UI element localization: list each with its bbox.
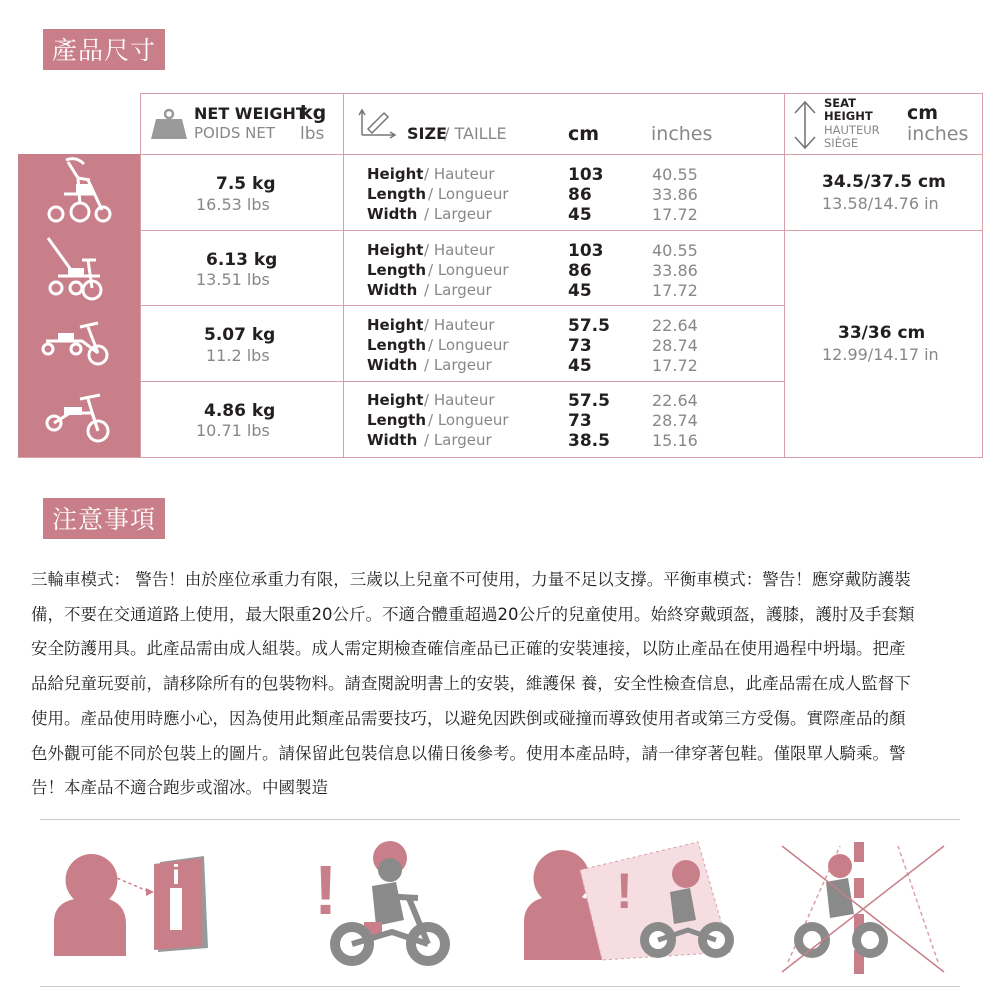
supervision-icon — [520, 836, 740, 966]
row1-weight-lbs: 16.53 lbs — [196, 195, 270, 214]
seat-value-cm-1: 34.5/37.5 cm — [822, 172, 946, 192]
dim-value-cm: 73 — [568, 411, 592, 431]
kg-unit: kg — [300, 102, 327, 124]
read-manual-icon — [52, 848, 222, 958]
dim-label-largeur: / Largeur — [424, 356, 492, 374]
dim-label-hauteur: / Hauteur — [424, 391, 495, 409]
dim-value-in: 17.72 — [652, 356, 698, 375]
notes-line: 安全防護用具。此產品需由成人組裝。成人需定期檢查確信產品已正確的安裝連接，以防止產品在使用過程中坍塌。把產 — [31, 639, 906, 659]
size-label: SIZE — [407, 124, 448, 143]
net-weight-label: NET WEIGHT — [194, 104, 307, 123]
seat-height-arrow-icon — [790, 99, 820, 151]
dim-value-in: 40.55 — [652, 241, 698, 260]
hauteur-label: HAUTEUR — [824, 123, 880, 137]
row2-product-image — [18, 230, 140, 305]
siege-label: SIÈGE — [824, 136, 859, 150]
dim-label-height: Height — [367, 316, 424, 334]
dim-label-length: Length — [367, 411, 426, 429]
row2-weight-kg: 6.13 kg — [206, 250, 278, 270]
size-inches-header: inches — [651, 123, 713, 145]
row3-weight-kg: 5.07 kg — [204, 325, 276, 345]
dim-label-longueur: / Longueur — [428, 185, 509, 203]
safety-notes — [31, 563, 971, 806]
no-road-icon — [778, 842, 948, 976]
row2-weight-lbs: 13.51 lbs — [196, 270, 270, 289]
row4-weight-kg: 4.86 kg — [204, 401, 276, 421]
dim-label-largeur: / Largeur — [424, 205, 492, 223]
row3-product-image — [18, 305, 140, 381]
dim-value-cm: 38.5 — [568, 431, 610, 451]
dim-value-cm: 86 — [568, 185, 592, 205]
dim-value-cm: 45 — [568, 205, 592, 225]
section-title-dimensions: 產品尺寸 — [43, 29, 165, 70]
dim-label-length: Length — [367, 185, 426, 203]
helmet-warning-icon — [296, 836, 456, 972]
dim-label-hauteur: / Hauteur — [424, 165, 495, 183]
dim-label-largeur: / Largeur — [424, 431, 492, 449]
warning-exclamation: ! — [314, 851, 338, 929]
notes-line: 色外觀可能不同於包裝上的圖片。請保留此包裝信息以備日後參考。使用本產品時，請一律穿著包鞋。僅限單人騎乘。警 — [31, 743, 906, 763]
dim-value-in: 40.55 — [652, 165, 698, 184]
seat-value-cm-2: 33/36 cm — [838, 323, 926, 343]
dim-value-in: 15.16 — [652, 431, 698, 450]
taille-label: / TAILLE — [444, 124, 507, 143]
dim-label-height: Height — [367, 165, 424, 183]
dim-label-length: Length — [367, 261, 426, 279]
dim-label-longueur: / Longueur — [428, 261, 509, 279]
notes-line: 使用。產品使用時應小心，因為使用此類產品需要技巧，以避免因跌倒或碰撞而導致使用者或第三方受傷。實際產品的顏 — [31, 708, 906, 728]
dim-value-in: 33.86 — [652, 261, 698, 280]
svg-text:!: ! — [616, 863, 633, 919]
row4-weight-lbs: 10.71 lbs — [196, 421, 270, 440]
dim-value-in: 17.72 — [652, 205, 698, 224]
row4-product-image — [18, 381, 140, 457]
divider-bottom — [40, 986, 960, 987]
size-cm-header: cm — [568, 123, 600, 145]
dim-label-longueur: / Longueur — [428, 336, 509, 354]
dim-value-cm: 57.5 — [568, 316, 610, 336]
notes-line: 品給兒童玩耍前，請移除所有的包裝物料。請查閱說明書上的安裝，維護保 養，安全性檢查信息，此產品需在成人監督下 — [31, 674, 911, 694]
size-icon — [358, 105, 398, 139]
dim-label-height: Height — [367, 241, 424, 259]
row1-product-image — [18, 154, 140, 230]
notes-line: 備，不要在交通道路上使用，最大限重20公斤。不適合體重超過20公斤的兒童使用。始終穿戴頭盔，護膝，護肘及手套類 — [31, 604, 915, 624]
dim-value-in: 22.64 — [652, 316, 698, 335]
weight-icon — [150, 108, 188, 140]
dim-label-hauteur: / Hauteur — [424, 241, 495, 259]
dim-value-cm: 45 — [568, 356, 592, 376]
dim-label-width: Width — [367, 281, 418, 299]
dim-value-cm: 57.5 — [568, 391, 610, 411]
poids-net-label: POIDS NET — [194, 124, 275, 142]
dim-label-width: Width — [367, 205, 418, 223]
notes-line: 告！本產品不適合跑步或溜冰。中國製造 — [31, 778, 328, 798]
lbs-unit: lbs — [300, 124, 325, 144]
dim-value-in: 28.74 — [652, 336, 698, 355]
notes-line: 三輪車模式： 警告！由於座位承重力有限，三歲以上兒童不可使用，力量不足以支撐。平衡車模式：警告！應穿戴防護裝 — [31, 570, 911, 589]
seat-height-label: HEIGHT — [824, 109, 873, 123]
dim-value-in: 28.74 — [652, 411, 698, 430]
dim-value-in: 17.72 — [652, 281, 698, 300]
dim-label-longueur: / Longueur — [428, 411, 509, 429]
dim-value-cm: 103 — [568, 165, 604, 185]
seat-value-in-2: 12.99/14.17 in — [822, 345, 939, 364]
seat-inches-header: inches — [907, 123, 969, 145]
dim-label-length: Length — [367, 336, 426, 354]
dim-value-cm: 103 — [568, 241, 604, 261]
dim-label-width: Width — [367, 356, 418, 374]
dim-label-hauteur: / Hauteur — [424, 316, 495, 334]
dim-label-largeur: / Largeur — [424, 281, 492, 299]
seat-cm-header: cm — [907, 102, 939, 124]
section-title-notes: 注意事項 — [43, 498, 165, 539]
dim-value-in: 33.86 — [652, 185, 698, 204]
dim-value-in: 22.64 — [652, 391, 698, 410]
seat-label: SEAT — [824, 96, 856, 110]
divider-top — [40, 819, 960, 820]
dim-label-width: Width — [367, 431, 418, 449]
row1-weight-kg: 7.5 kg — [216, 174, 276, 194]
dim-value-cm: 73 — [568, 336, 592, 356]
dim-label-height: Height — [367, 391, 424, 409]
info-icon-letter: i — [172, 859, 180, 890]
seat-value-in-1: 13.58/14.76 in — [822, 194, 939, 213]
row3-weight-lbs: 11.2 lbs — [206, 346, 270, 365]
dim-value-cm: 45 — [568, 281, 592, 301]
dim-value-cm: 86 — [568, 261, 592, 281]
